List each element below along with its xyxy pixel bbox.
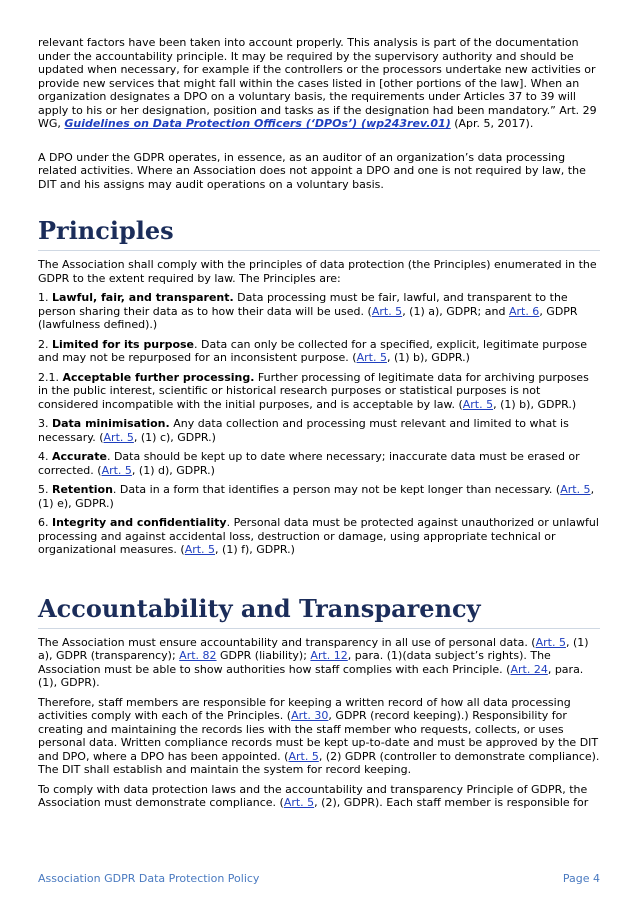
art-5-link[interactable]: Art. 5: [283, 796, 315, 809]
accountability-heading: Accountability and Transparency: [38, 595, 600, 629]
footer-document-title: Association GDPR Data Protection Policy: [38, 872, 260, 885]
accountability-paragraph-3: To comply with data protection laws and the accountability and transparency Principle of GDPR, the Association must demonstrate compliance. (Art. 5, (2), GDPR). Each staff member is responsible for: [38, 782, 589, 809]
art-12-link[interactable]: Art. 12: [310, 649, 348, 662]
principles-heading: Principles: [38, 217, 600, 251]
art-5-link[interactable]: Art. 5: [288, 749, 319, 763]
art-5-link[interactable]: Art. 5: [535, 635, 566, 649]
art-5-link[interactable]: Art. 5: [371, 304, 403, 318]
art-5-link[interactable]: Art. 5: [103, 430, 134, 444]
art-5-link[interactable]: Art. 5: [560, 483, 591, 496]
art-5-link[interactable]: Art. 5: [101, 463, 132, 477]
art-5-link[interactable]: Art. 5: [356, 351, 387, 364]
principle-item-1: 1. Lawful, fair, and transparent. Data processing must be fair, lawful, and transparent to the person sharing their data as to how their data will be used. (Art. 5, (1) a), GDPR; and Art. 6, GDPR (lawfulness defined).): [38, 291, 578, 331]
page-footer: [38, 872, 600, 885]
principles-lead: The Association shall comply with the principles of data protection (the Principles) enumerated in the GDPR to the extent required by law. The Principles are:: [38, 258, 597, 285]
page-content: [38, 36, 600, 810]
principle-item-5: 5. Retention. Data in a form that identifies a person may not be kept longer than necessary. (Art. 5, (1) e), GDPR.): [38, 483, 595, 510]
art-5-link[interactable]: Art. 5: [184, 543, 216, 556]
art-6-link[interactable]: Art. 6: [508, 304, 540, 318]
intro-paragraph-1: relevant factors have been taken into account properly. This analysis is part of the documentation under the accountability principle. It may be required by the supervisory authority and should be updated when necessary, for example if the controllers or the processors undertake new activities or provide new services that might fall within the cases listed in [other portions of the law]. When an organization designates a DPO on a voluntary basis, the requirements under Articles 37 to 39 will apply to his or her designation, position and tasks as if the designation had been mandatory.” Art. 29 WG, Guidelines on Data Protection Officers (‘DPOs’) (wp243rev.01) (Apr. 5, 2017).: [38, 36, 597, 130]
principle-item-6: 6. Integrity and confidentiality. Personal data must be protected against unauthorized or unlawful processing and against accidental loss, destruction or damage, using appropriate technical or organizational measures. (Art. 5, (1) f), GDPR.): [38, 516, 599, 556]
art-24-link[interactable]: Art. 24: [510, 662, 548, 676]
art-5-link[interactable]: Art. 5: [462, 397, 494, 411]
art-82-link[interactable]: Art. 82: [179, 649, 217, 662]
principle-item-2-1: 2.1. Acceptable further processing. Further processing of legitimate data for archiving purposes in the public interest, scientific or historical research purposes or statistical purposes is not considered incompatible with the initial purposes, and is acceptable by law. (Art. 5, (1) b), GDPR.): [38, 370, 589, 411]
accountability-paragraph-2: Therefore, staff members are responsible for keeping a written record of how all data processing activities comply with each of the Principles. (Art. 30, GDPR (record keeping).) Responsibility for creating and maintaining the records lies with the staff member who requests, collects, or uses personal data. Written compliance records must be kept up-to-date and must be approved by the DIT and DPO, where a DPO has been appointed. (Art. 5, (2) GDPR (controller to demonstrate compliance). The DIT shall establish and maintain the system for record keeping.: [38, 695, 600, 776]
art-30-link[interactable]: Art. 30: [291, 709, 329, 722]
guidelines-dpo-link[interactable]: Guidelines on Data Protection Officers (‘DPOs’) (wp243rev.01): [64, 117, 451, 130]
intro-paragraph-2: A DPO under the GDPR operates, in essence, as an auditor of an organization’s data processing related activities. Where an Association does not appoint a DPO and one is not required by law, the DIT and his assigns may audit operations on a voluntary basis.: [38, 150, 586, 191]
accountability-paragraph-1: The Association must ensure accountability and transparency in all use of personal data. (Art. 5, (1) a), GDPR (transparency); Art. 82 GDPR (liability); Art. 12, para. (1)(data subject’s rights). The Association must be able to show authorities how staff complies with each Principle. (Art. 24, para. (1), GDPR).: [38, 635, 589, 689]
principle-item-3: 3. Data minimisation. Any data collection and processing must relevant and limited to what is necessary. (Art. 5, (1) c), GDPR.): [38, 417, 569, 444]
principle-item-2: 2. Limited for its purpose. Data can only be collected for a specified, explicit, legitimate purpose and may not be repurposed for an inconsistent purpose. (Art. 5, (1) b), GDPR.): [38, 337, 587, 364]
principle-item-4: 4. Accurate. Data should be kept up to date where necessary; inaccurate data must be erased or corrected. (Art. 5, (1) d), GDPR.): [38, 450, 580, 477]
footer-page-number: Page 4: [562, 872, 600, 885]
